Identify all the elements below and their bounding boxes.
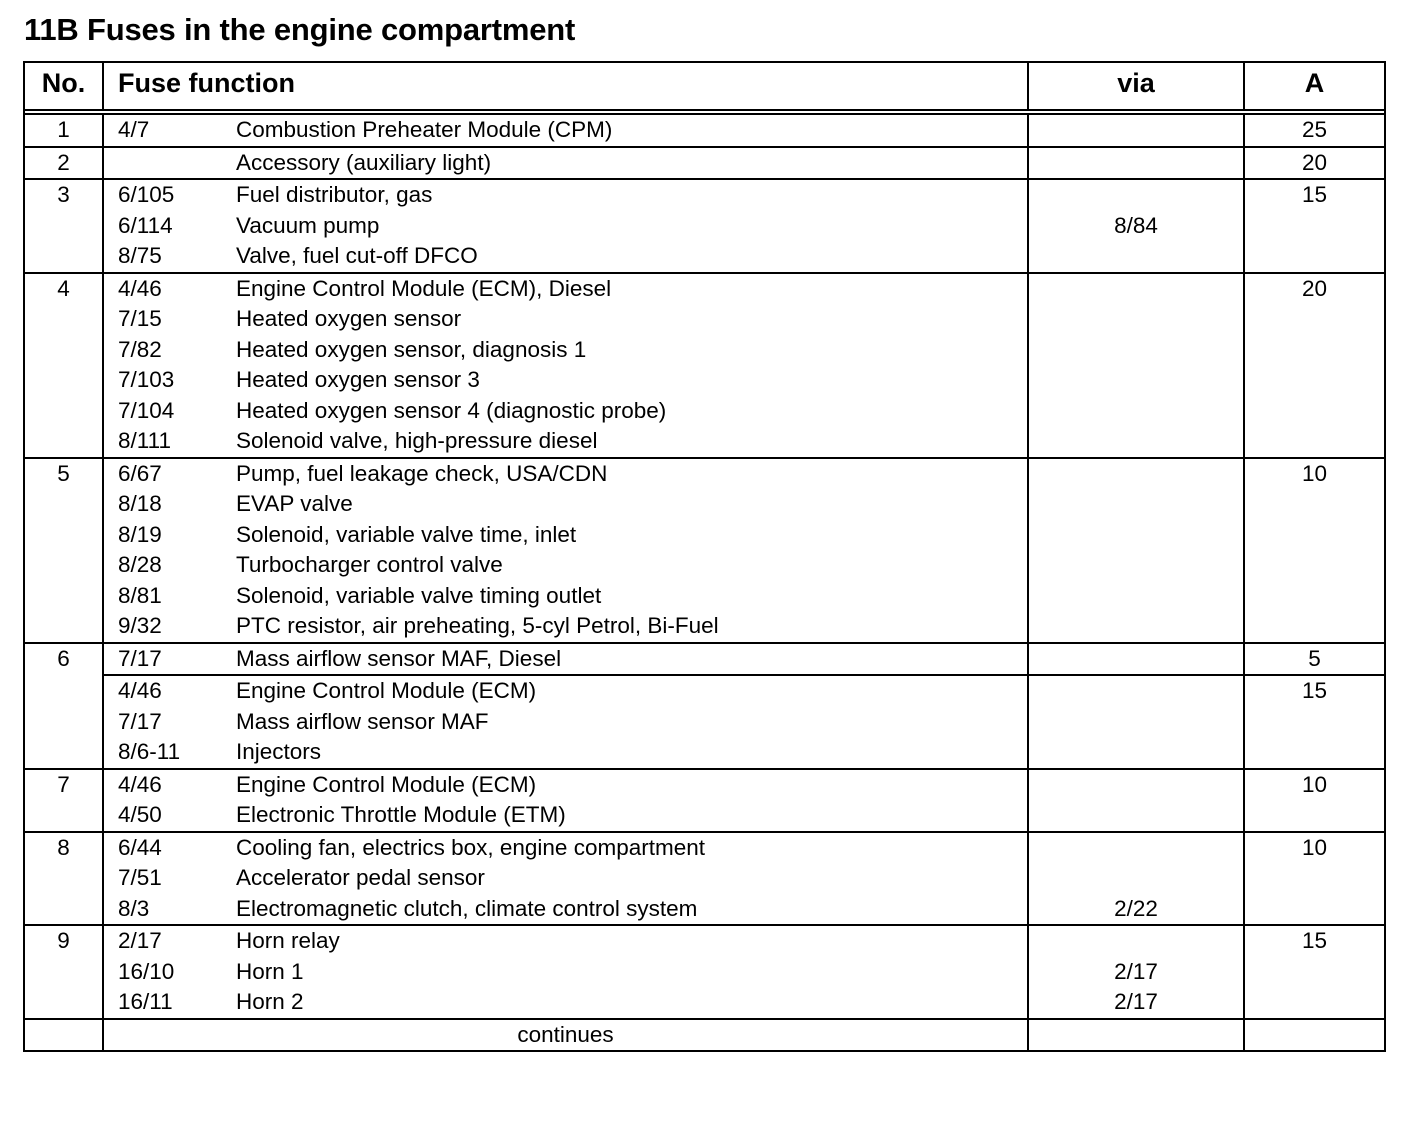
- via-cell: [1029, 459, 1245, 642]
- component-code: 8/3: [118, 895, 150, 921]
- fuse-number: 3: [57, 182, 70, 207]
- via-value: [1029, 611, 1243, 642]
- function-line: [104, 581, 1027, 612]
- amperage-value: 10: [1301, 460, 1328, 486]
- fuse-group: [104, 115, 1384, 146]
- function-line: [104, 770, 1027, 801]
- amperage-cell: [1245, 833, 1384, 925]
- component-code: 7/15: [118, 306, 162, 331]
- via-value: [1029, 800, 1243, 831]
- component-code: 4/46: [118, 275, 162, 301]
- fuse-number-cell: [25, 770, 104, 831]
- component-code: 8/111: [118, 428, 171, 453]
- table-row: [25, 148, 1384, 181]
- via-value: [1029, 676, 1243, 707]
- component-description: Heated oxygen sensor 3: [236, 367, 480, 392]
- amperage-cell: [1245, 148, 1384, 179]
- component-code: 6/114: [118, 212, 173, 238]
- function-cell: [104, 459, 1029, 642]
- via-value: 2/17: [1114, 989, 1158, 1014]
- amperage-cell: [1245, 676, 1384, 768]
- component-description: Heated oxygen sensor 4 (diagnostic probe): [236, 397, 667, 423]
- fuse-group: [104, 274, 1384, 457]
- component-description: Solenoid, variable valve time, inlet: [236, 521, 577, 547]
- fuse-number-cell: [25, 274, 104, 457]
- component-code: 9/32: [118, 613, 162, 638]
- via-value: [1029, 241, 1243, 272]
- component-description: Turbocharger control valve: [236, 552, 503, 577]
- function-cell: [104, 676, 1029, 768]
- function-line: [104, 180, 1027, 211]
- via-cell: [1029, 644, 1245, 675]
- fuse-group: [104, 644, 1384, 677]
- footer-via-cell: [1029, 1020, 1245, 1051]
- fuse-group: [104, 459, 1384, 642]
- component-description: Heated oxygen sensor: [236, 306, 462, 331]
- amperage-cell: [1245, 644, 1384, 675]
- amperage-cell: [1245, 180, 1384, 272]
- via-value: [1029, 304, 1243, 335]
- via-value: [1029, 335, 1243, 366]
- component-code: 8/19: [118, 521, 162, 547]
- function-cell: [104, 833, 1029, 925]
- amperage-cell: [1245, 274, 1384, 457]
- via-cell: [1029, 833, 1245, 925]
- function-line: [104, 987, 1027, 1018]
- table-row: [25, 180, 1384, 274]
- header-function: Fuse function: [104, 63, 1029, 109]
- component-description: Engine Control Module (ECM): [236, 678, 537, 703]
- component-code: 4/46: [118, 678, 162, 703]
- footer-amp-cell: [1245, 1020, 1384, 1051]
- fuse-number: 7: [57, 771, 70, 797]
- component-description: Valve, fuel cut-off DFCO: [236, 243, 478, 268]
- fuse-groups: [104, 770, 1384, 831]
- fuse-groups: [104, 180, 1384, 272]
- amperage-value: 20: [1301, 275, 1328, 301]
- component-code: 6/44: [118, 834, 162, 860]
- component-description: Heated oxygen sensor, diagnosis 1: [236, 336, 587, 362]
- function-line: [104, 241, 1027, 272]
- via-cell: [1029, 926, 1245, 1018]
- component-code: 8/6-11: [118, 739, 181, 764]
- function-line: [104, 707, 1027, 738]
- function-line: [104, 926, 1027, 957]
- component-description: Combustion Preheater Module (CPM): [236, 117, 613, 142]
- page-title: 11B Fuses in the engine compartment: [24, 12, 576, 47]
- fuse-number: 8: [57, 834, 70, 860]
- component-code: [118, 148, 236, 179]
- function-line: [104, 459, 1027, 490]
- via-value: [1029, 833, 1243, 864]
- table-row: [25, 459, 1384, 644]
- amperage-cell: [1245, 926, 1384, 1018]
- via-value: [1029, 459, 1243, 490]
- fuse-group: [104, 148, 1384, 179]
- component-description: Accelerator pedal sensor: [236, 865, 485, 890]
- amperage-value: 20: [1301, 149, 1328, 175]
- via-value: 2/17: [1114, 958, 1158, 984]
- fuse-number: 2: [57, 149, 70, 175]
- function-line: [104, 396, 1027, 427]
- fuse-group: [104, 833, 1384, 925]
- fuse-number: 4: [57, 275, 70, 301]
- function-line: [104, 520, 1027, 551]
- amperage-value: 10: [1301, 771, 1328, 797]
- table-row: [25, 644, 1384, 770]
- component-code: 7/103: [118, 367, 175, 392]
- fuse-number-cell: [25, 833, 104, 925]
- function-line: [104, 863, 1027, 894]
- table-row: [25, 926, 1384, 1020]
- via-value: [1029, 489, 1243, 520]
- via-value: [1029, 737, 1243, 768]
- fuse-number: 5: [57, 460, 70, 486]
- component-code: 7/17: [118, 645, 162, 671]
- via-value: [1029, 115, 1243, 146]
- fuse-number-cell: [25, 644, 104, 768]
- component-description: Horn relay: [236, 928, 340, 953]
- component-description: Solenoid valve, high-pressure diesel: [236, 428, 598, 453]
- fuse-groups: [104, 274, 1384, 457]
- component-description: Vacuum pump: [236, 212, 380, 238]
- via-value: [1029, 707, 1243, 738]
- table-row: [25, 833, 1384, 927]
- component-description: Engine Control Module (ECM): [236, 771, 537, 797]
- function-line: [104, 274, 1027, 305]
- component-code: 7/104: [118, 397, 175, 423]
- component-code: 7/51: [118, 865, 162, 890]
- via-value: [1029, 581, 1243, 612]
- fuse-group: [104, 926, 1384, 1018]
- component-description: Fuel distributor, gas: [236, 182, 433, 207]
- function-line: [104, 894, 1027, 925]
- fuse-groups: [104, 644, 1384, 768]
- function-line: [104, 304, 1027, 335]
- via-cell: [1029, 115, 1245, 146]
- table-row: [25, 115, 1384, 148]
- component-description: Pump, fuel leakage check, USA/CDN: [236, 460, 608, 486]
- fuse-number: 9: [57, 928, 70, 953]
- component-code: 8/81: [118, 582, 162, 608]
- component-code: 4/7: [118, 117, 150, 142]
- function-line: [104, 115, 1027, 146]
- component-description: Electronic Throttle Module (ETM): [236, 802, 566, 827]
- via-value: [1029, 550, 1243, 581]
- amperage-value: 15: [1301, 928, 1328, 953]
- fuse-number-cell: [25, 180, 104, 272]
- via-cell: [1029, 676, 1245, 768]
- via-value: 8/84: [1114, 212, 1158, 238]
- via-value: [1029, 926, 1243, 957]
- component-code: 6/105: [118, 182, 175, 207]
- via-value: [1029, 396, 1243, 427]
- component-description: Accessory (auxiliary light): [236, 149, 492, 175]
- function-cell: [104, 115, 1029, 146]
- via-value: [1029, 770, 1243, 801]
- footer-row: [25, 1020, 1384, 1051]
- via-value: [1029, 863, 1243, 894]
- amperage-cell: [1245, 115, 1384, 146]
- component-code: 4/50: [118, 802, 162, 827]
- component-code: 4/46: [118, 771, 162, 797]
- component-code: 16/11: [118, 989, 173, 1014]
- function-line: [104, 426, 1027, 457]
- via-value: [1029, 274, 1243, 305]
- function-cell: [104, 274, 1029, 457]
- via-cell: [1029, 180, 1245, 272]
- table-row: [25, 274, 1384, 459]
- fuse-groups: [104, 148, 1384, 179]
- amperage-value: 10: [1301, 834, 1328, 860]
- fuse-group: [104, 180, 1384, 272]
- fuse-number-cell: [25, 926, 104, 1018]
- component-code: 8/28: [118, 552, 162, 577]
- fuse-number-cell: [25, 115, 104, 146]
- via-value: 2/22: [1114, 895, 1158, 921]
- table-body: [25, 115, 1384, 1020]
- amperage-value: 15: [1301, 182, 1328, 207]
- component-code: 8/75: [118, 243, 162, 268]
- component-description: PTC resistor, air preheating, 5-cyl Petrol, Bi-Fuel: [236, 613, 719, 638]
- fuse-number: 6: [57, 645, 70, 671]
- continues-label: [104, 1020, 1029, 1051]
- continues-text: continues: [517, 1021, 614, 1047]
- function-line: [104, 335, 1027, 366]
- component-description: Mass airflow sensor MAF, Diesel: [236, 645, 562, 671]
- function-cell: [104, 770, 1029, 831]
- amperage-cell: [1245, 770, 1384, 831]
- function-line: [104, 211, 1027, 242]
- fuse-group: [104, 770, 1384, 831]
- fuse-table: [23, 61, 1386, 1052]
- function-line: [104, 957, 1027, 988]
- function-cell: [104, 180, 1029, 272]
- footer-no-cell: [25, 1020, 104, 1051]
- component-description: Solenoid, variable valve timing outlet: [236, 582, 602, 608]
- function-cell: [104, 644, 1029, 675]
- fuse-number: 1: [57, 117, 70, 142]
- function-line: [104, 365, 1027, 396]
- function-line: [104, 148, 1027, 179]
- component-code: 7/17: [118, 708, 162, 734]
- via-value: [1029, 520, 1243, 551]
- amperage-value: 5: [1308, 645, 1321, 671]
- fuse-number-cell: [25, 459, 104, 642]
- component-description: Injectors: [236, 739, 322, 764]
- fuse-groups: [104, 833, 1384, 925]
- header-amp: A: [1304, 68, 1325, 98]
- fuse-groups: [104, 115, 1384, 146]
- via-value: [1029, 180, 1243, 211]
- function-line: [104, 611, 1027, 642]
- function-line: [104, 489, 1027, 520]
- via-cell: [1029, 148, 1245, 179]
- function-line: [104, 737, 1027, 768]
- component-description: Electromagnetic clutch, climate control system: [236, 895, 698, 921]
- via-cell: [1029, 274, 1245, 457]
- amperage-value: 25: [1301, 117, 1328, 142]
- via-value: [1029, 644, 1243, 675]
- function-line: [104, 800, 1027, 831]
- component-description: Horn 2: [236, 989, 304, 1014]
- fuse-number-cell: [25, 148, 104, 179]
- component-description: Engine Control Module (ECM), Diesel: [236, 275, 612, 301]
- header-via: via: [1029, 63, 1245, 109]
- function-line: [104, 676, 1027, 707]
- fuse-group: [104, 676, 1384, 768]
- via-value: [1029, 426, 1243, 457]
- fuse-groups: [104, 926, 1384, 1018]
- via-value: [1029, 365, 1243, 396]
- function-cell: [104, 148, 1029, 179]
- via-cell: [1029, 770, 1245, 831]
- component-code: 16/10: [118, 958, 175, 984]
- function-cell: [104, 926, 1029, 1018]
- amperage-cell: [1245, 459, 1384, 642]
- component-code: 8/18: [118, 491, 162, 516]
- via-value: [1029, 148, 1243, 179]
- component-description: Horn 1: [236, 958, 304, 984]
- fuse-groups: [104, 459, 1384, 642]
- header-no: No.: [25, 63, 104, 109]
- component-description: Cooling fan, electrics box, engine compartment: [236, 834, 705, 860]
- amperage-value: 15: [1301, 678, 1328, 703]
- function-line: [104, 550, 1027, 581]
- table-header: [25, 63, 1384, 115]
- table-row: [25, 770, 1384, 833]
- component-code: 2/17: [118, 928, 162, 953]
- function-line: [104, 644, 1027, 675]
- component-description: EVAP valve: [236, 491, 353, 516]
- component-code: 7/82: [118, 336, 162, 362]
- component-description: Mass airflow sensor MAF: [236, 708, 489, 734]
- function-line: [104, 833, 1027, 864]
- component-code: 6/67: [118, 460, 162, 486]
